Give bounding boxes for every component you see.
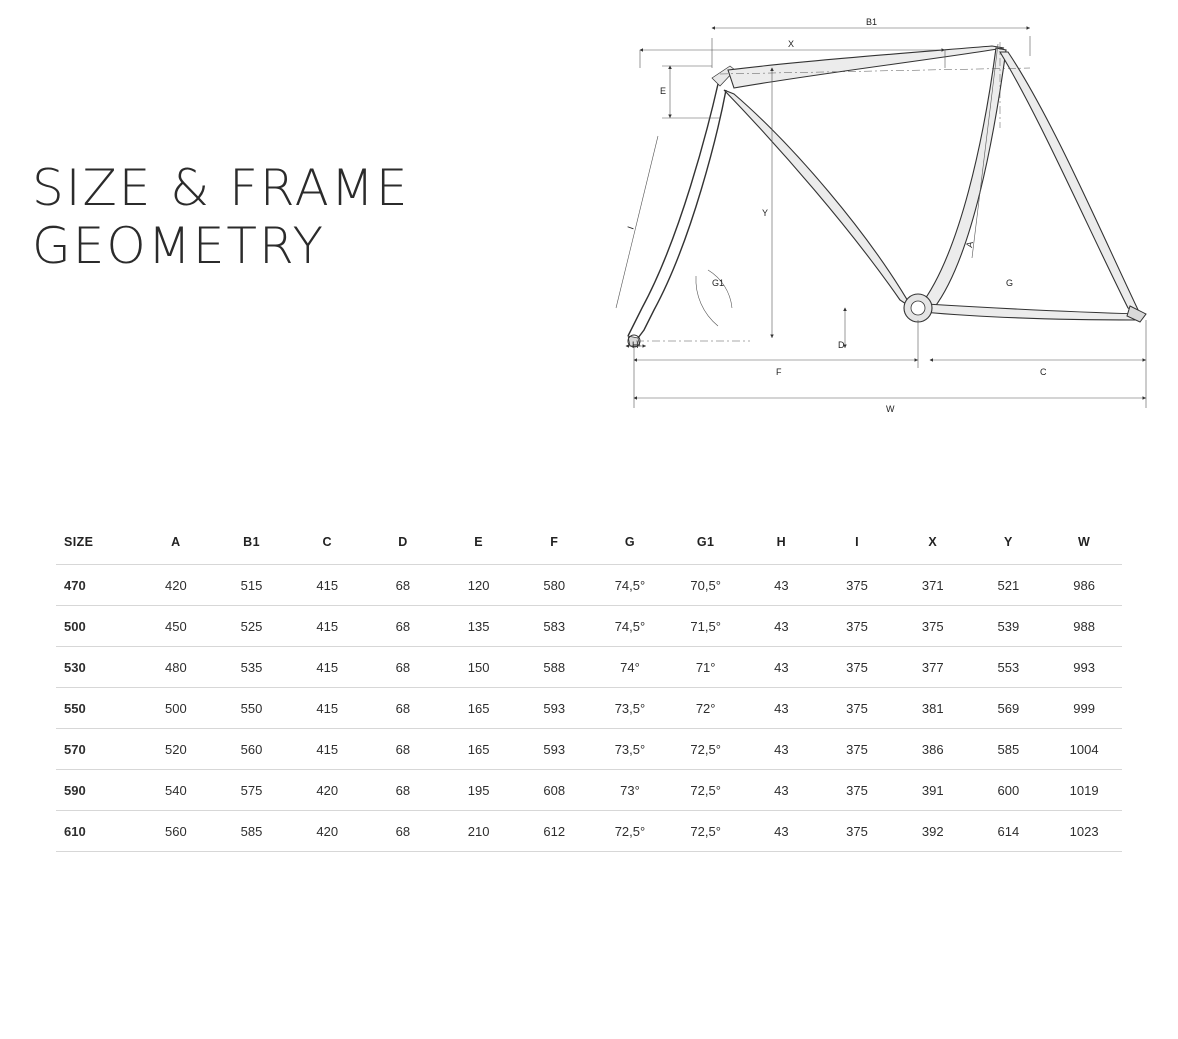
cell-x: 381 [895, 688, 971, 729]
cell-c: 420 [289, 811, 365, 852]
cell-i: 375 [819, 770, 895, 811]
table-row [56, 647, 1122, 688]
cell-b1: 560 [214, 729, 290, 770]
cell-w: 993 [1046, 647, 1122, 688]
cell-f: 593 [516, 688, 592, 729]
table-row [56, 606, 1122, 647]
cell-y: 553 [971, 647, 1047, 688]
cell-i: 375 [819, 565, 895, 606]
column-header-a: A [138, 520, 214, 565]
cell-i: 375 [819, 688, 895, 729]
diagram-label-i: I [625, 224, 636, 231]
cell-g: 74,5° [592, 565, 668, 606]
cell-g: 72,5° [592, 811, 668, 852]
cell-d: 68 [365, 770, 441, 811]
cell-y: 539 [971, 606, 1047, 647]
cell-w: 986 [1046, 565, 1122, 606]
diagram-label-a: A [964, 240, 976, 249]
cell-b1: 585 [214, 811, 290, 852]
column-header-y: Y [971, 520, 1047, 565]
cell-g1: 72° [668, 688, 744, 729]
cell-i: 375 [819, 729, 895, 770]
table-row [56, 729, 1122, 770]
table-row [56, 811, 1122, 852]
cell-c: 420 [289, 770, 365, 811]
cell-g1: 71° [668, 647, 744, 688]
cell-w: 1004 [1046, 729, 1122, 770]
cell-x: 392 [895, 811, 971, 852]
cell-h: 43 [744, 565, 820, 606]
cell-a: 520 [138, 729, 214, 770]
cell-h: 43 [744, 606, 820, 647]
cell-a: 480 [138, 647, 214, 688]
diagram-label-g1: G1 [712, 278, 725, 288]
cell-d: 68 [365, 688, 441, 729]
cell-size: 470 [56, 565, 138, 606]
column-header-w: W [1046, 520, 1122, 565]
cell-f: 580 [516, 565, 592, 606]
cell-d: 68 [365, 606, 441, 647]
diagram-label-e: E [660, 86, 667, 96]
geometry-table-container [56, 520, 1122, 852]
cell-f: 593 [516, 729, 592, 770]
cell-h: 43 [744, 770, 820, 811]
cell-g: 73° [592, 770, 668, 811]
cell-size: 610 [56, 811, 138, 852]
diagram-label-f: F [776, 367, 782, 377]
column-header-d: D [365, 520, 441, 565]
cell-e: 210 [441, 811, 517, 852]
cell-y: 569 [971, 688, 1047, 729]
cell-b1: 535 [214, 647, 290, 688]
table-header-row [56, 520, 1122, 565]
cell-h: 43 [744, 811, 820, 852]
cell-c: 415 [289, 647, 365, 688]
cell-g1: 72,5° [668, 770, 744, 811]
cell-g: 73,5° [592, 729, 668, 770]
cell-a: 560 [138, 811, 214, 852]
cell-e: 165 [441, 688, 517, 729]
cell-w: 988 [1046, 606, 1122, 647]
cell-e: 195 [441, 770, 517, 811]
cell-c: 415 [289, 729, 365, 770]
cell-g: 74° [592, 647, 668, 688]
cell-d: 68 [365, 811, 441, 852]
cell-h: 43 [744, 647, 820, 688]
cell-b1: 550 [214, 688, 290, 729]
cell-d: 68 [365, 565, 441, 606]
column-header-size: SIZE [56, 520, 138, 565]
cell-b1: 575 [214, 770, 290, 811]
cell-c: 415 [289, 606, 365, 647]
table-row [56, 770, 1122, 811]
diagram-label-d: D [838, 340, 845, 350]
cell-x: 386 [895, 729, 971, 770]
cell-y: 600 [971, 770, 1047, 811]
cell-i: 375 [819, 811, 895, 852]
cell-size: 500 [56, 606, 138, 647]
column-header-e: E [441, 520, 517, 565]
page-title-line-2: GEOMETRY [32, 216, 326, 275]
cell-c: 415 [289, 565, 365, 606]
cell-y: 521 [971, 565, 1047, 606]
cell-w: 1019 [1046, 770, 1122, 811]
cell-f: 612 [516, 811, 592, 852]
page-title-line-1: SIZE & FRAME [32, 159, 410, 217]
cell-i: 375 [819, 647, 895, 688]
cell-a: 450 [138, 606, 214, 647]
column-header-c: C [289, 520, 365, 565]
cell-x: 375 [895, 606, 971, 647]
cell-size: 570 [56, 729, 138, 770]
table-row [56, 565, 1122, 606]
cell-g1: 72,5° [668, 729, 744, 770]
cell-a: 540 [138, 770, 214, 811]
cell-f: 588 [516, 647, 592, 688]
cell-w: 999 [1046, 688, 1122, 729]
cell-a: 500 [138, 688, 214, 729]
cell-e: 120 [441, 565, 517, 606]
page-title [32, 160, 452, 275]
geometry-table [56, 520, 1122, 852]
cell-e: 150 [441, 647, 517, 688]
column-header-h: H [744, 520, 820, 565]
cell-e: 165 [441, 729, 517, 770]
diagram-label-h: H [632, 340, 639, 350]
cell-x: 391 [895, 770, 971, 811]
cell-x: 371 [895, 565, 971, 606]
cell-g1: 71,5° [668, 606, 744, 647]
diagram-label-g: G [1006, 278, 1014, 288]
diagram-label-x: X [788, 39, 795, 49]
cell-f: 608 [516, 770, 592, 811]
cell-y: 614 [971, 811, 1047, 852]
cell-g1: 70,5° [668, 565, 744, 606]
cell-g: 73,5° [592, 688, 668, 729]
cell-size: 590 [56, 770, 138, 811]
cell-g: 74,5° [592, 606, 668, 647]
column-header-f: F [516, 520, 592, 565]
column-header-g1: G1 [668, 520, 744, 565]
cell-b1: 515 [214, 565, 290, 606]
cell-h: 43 [744, 688, 820, 729]
cell-y: 585 [971, 729, 1047, 770]
diagram-label-b1: B1 [866, 17, 878, 27]
cell-g1: 72,5° [668, 811, 744, 852]
cell-x: 377 [895, 647, 971, 688]
cell-a: 420 [138, 565, 214, 606]
column-header-i: I [819, 520, 895, 565]
cell-d: 68 [365, 647, 441, 688]
cell-b1: 525 [214, 606, 290, 647]
column-header-g: G [592, 520, 668, 565]
cell-size: 550 [56, 688, 138, 729]
cell-c: 415 [289, 688, 365, 729]
column-header-x: X [895, 520, 971, 565]
cell-f: 583 [516, 606, 592, 647]
cell-h: 43 [744, 729, 820, 770]
table-row [56, 688, 1122, 729]
cell-w: 1023 [1046, 811, 1122, 852]
cell-d: 68 [365, 729, 441, 770]
diagram-label-w: W [886, 404, 895, 414]
cell-i: 375 [819, 606, 895, 647]
diagram-label-y: Y [762, 208, 769, 218]
diagram-label-c: C [1040, 367, 1047, 377]
column-header-b1: B1 [214, 520, 290, 565]
frame-geometry-diagram [600, 8, 1170, 438]
cell-size: 530 [56, 647, 138, 688]
cell-e: 135 [441, 606, 517, 647]
